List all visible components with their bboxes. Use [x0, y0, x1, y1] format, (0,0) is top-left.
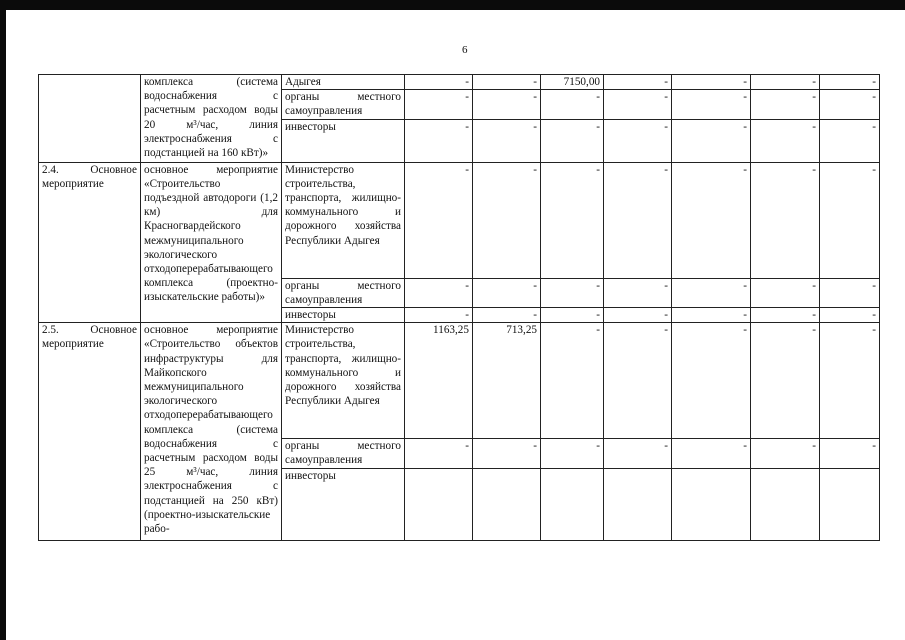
org-cell: органы местного самоуправления	[282, 90, 405, 119]
value-cell: -	[820, 162, 880, 278]
value-cell: -	[604, 119, 672, 162]
value-cell: -	[541, 308, 604, 323]
table-row	[39, 162, 880, 278]
value-cell: -	[541, 278, 604, 307]
measure-number-cell: 2.4. Основное мероприятие	[39, 162, 141, 323]
org-cell: Адыгея	[282, 75, 405, 90]
value-cell: -	[541, 162, 604, 278]
value-cell: 1163,25	[405, 323, 473, 439]
measure-description-cell: комплекса (система водоснабжения с расчетным расходом воды 20 м³/час, линия электроснабжения с подстанцией на 160 кВт)»	[141, 75, 282, 163]
org-cell: инвесторы	[282, 468, 405, 540]
value-cell: -	[473, 119, 541, 162]
value-cell: -	[820, 323, 880, 439]
value-cell: -	[751, 162, 820, 278]
value-cell: 713,25	[473, 323, 541, 439]
org-cell: Министерство строительства, транспорта, жилищно-коммунального и дорожного хозяйства Республики Адыгея	[282, 162, 405, 278]
value-cell: -	[672, 75, 751, 90]
scan-border-top	[0, 0, 905, 10]
value-cell: -	[473, 439, 541, 468]
value-cell: -	[405, 75, 473, 90]
value-cell: -	[820, 439, 880, 468]
value-cell: -	[405, 119, 473, 162]
value-cell: -	[405, 90, 473, 119]
org-cell: органы местного самоуправления	[282, 439, 405, 468]
value-cell: -	[405, 162, 473, 278]
value-cell	[604, 468, 672, 540]
value-cell: -	[604, 90, 672, 119]
org-cell: Министерство строительства, транспорта, жилищно-коммунального и дорожного хозяйства Республики Адыгея	[282, 323, 405, 439]
value-cell: -	[820, 75, 880, 90]
value-cell: -	[473, 75, 541, 90]
value-cell	[473, 468, 541, 540]
value-cell: -	[820, 278, 880, 307]
value-cell: -	[541, 90, 604, 119]
value-cell: -	[405, 308, 473, 323]
value-cell: -	[405, 278, 473, 307]
value-cell: -	[820, 119, 880, 162]
value-cell	[672, 468, 751, 540]
measure-description-cell: основное мероприятие «Строительство подъездной автодороги (1,2 км) для Красногвардейского межмуниципального экологического отходоперерабатывающего комплекса (проектно-изыскательские работы)»	[141, 162, 282, 323]
value-cell: -	[672, 278, 751, 307]
value-cell: -	[672, 119, 751, 162]
value-cell: -	[672, 162, 751, 278]
value-cell: -	[541, 119, 604, 162]
measure-number-cell: 2.5. Основное мероприятие	[39, 323, 141, 540]
program-table	[38, 74, 880, 541]
table-row	[39, 323, 880, 439]
value-cell: -	[604, 278, 672, 307]
value-cell: -	[751, 119, 820, 162]
value-cell: -	[604, 323, 672, 439]
value-cell: -	[541, 439, 604, 468]
value-cell: -	[604, 308, 672, 323]
value-cell: -	[820, 308, 880, 323]
value-cell: -	[672, 90, 751, 119]
value-cell: -	[672, 439, 751, 468]
value-cell	[751, 468, 820, 540]
table-row	[39, 75, 880, 90]
value-cell: -	[672, 308, 751, 323]
value-cell	[405, 468, 473, 540]
org-cell: инвесторы	[282, 308, 405, 323]
value-cell: -	[541, 323, 604, 439]
value-cell: -	[604, 162, 672, 278]
value-cell: 7150,00	[541, 75, 604, 90]
value-cell: -	[751, 90, 820, 119]
value-cell: -	[473, 90, 541, 119]
value-cell: -	[820, 90, 880, 119]
org-cell: инвесторы	[282, 119, 405, 162]
value-cell: -	[751, 439, 820, 468]
value-cell: -	[751, 75, 820, 90]
value-cell: -	[604, 439, 672, 468]
measure-number-cell	[39, 75, 141, 163]
value-cell: -	[751, 323, 820, 439]
org-cell: органы местного самоуправления	[282, 278, 405, 307]
value-cell: -	[751, 308, 820, 323]
value-cell: -	[604, 75, 672, 90]
scan-border-left	[0, 0, 6, 640]
value-cell: -	[405, 439, 473, 468]
value-cell	[541, 468, 604, 540]
value-cell: -	[473, 278, 541, 307]
value-cell: -	[473, 162, 541, 278]
page-number: 6	[462, 44, 468, 56]
measure-description-cell: основное мероприятие «Строительство объектов инфраструктуры для Майкопского межмуниципального экологического отходоперерабатывающего комплекса (система водоснабжения с расчетным расходом воды 25 м³/час, линия электроснабжения с подстанцией на 250 кВт) (проектно-изыскательские рабо-	[141, 323, 282, 540]
value-cell	[820, 468, 880, 540]
value-cell: -	[672, 323, 751, 439]
value-cell: -	[751, 278, 820, 307]
value-cell: -	[473, 308, 541, 323]
